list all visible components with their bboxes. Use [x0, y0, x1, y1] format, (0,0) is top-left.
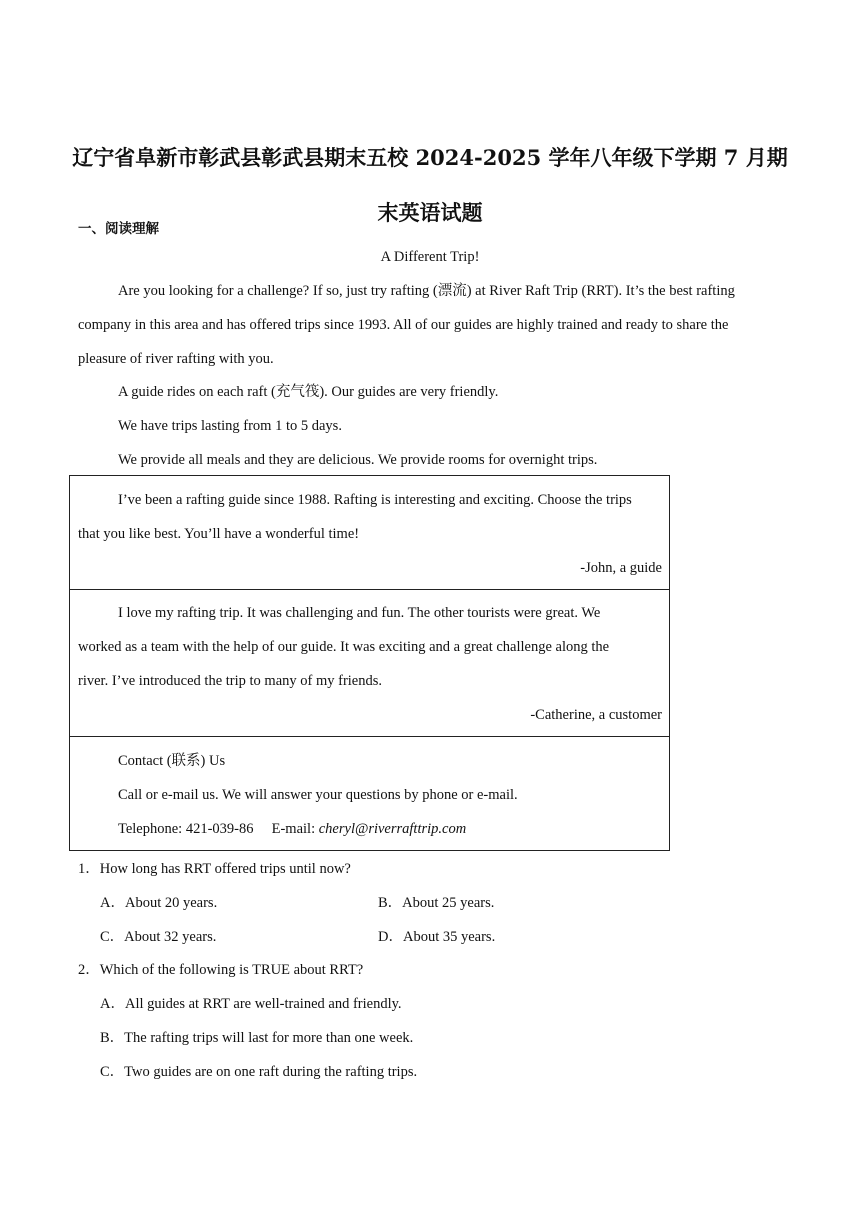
page-title — [70, 130, 790, 240]
passage-title: A Different Trip! — [380, 249, 480, 265]
email-address: cheryl@riverrafttrip.com — [318, 821, 467, 837]
intro-p1-line3: pleasure of river rafting with you. — [78, 351, 274, 367]
telephone: Telephone: 421-039-86 — [118, 821, 254, 837]
question-2-stem: 2．Which of the following is TRUE about RRT? — [78, 962, 364, 978]
box-divider-2 — [69, 736, 670, 737]
question-1-option-a: A．About 20 years. — [100, 895, 218, 911]
box-divider-1 — [69, 589, 670, 590]
title-line-1: 辽宁省阜新市彰武县彰武县期末五校 2024-2025 学年八年级下学期 7 月期 — [72, 145, 788, 170]
contact-text: Call or e-mail us. We will answer your questions by phone or e-mail. — [118, 787, 518, 803]
intro-p4: We provide all meals and they are delicious. We provide rooms for overnight trips. — [118, 452, 598, 468]
question-1-stem: 1．How long has RRT offered trips until now? — [78, 861, 351, 877]
question-1-option-c: C．About 32 years. — [100, 929, 217, 945]
question-2-option-c: C．Two guides are on one raft during the rafting trips. — [100, 1064, 418, 1080]
question-1-option-d: D．About 35 years. — [378, 929, 496, 945]
intro-p1-line2: company in this area and has offered trips since 1993. All of our guides are highly trained and ready to share the — [78, 317, 729, 333]
section-heading: 一、阅读理解 — [78, 221, 159, 237]
guide-signature: -John, a guide — [580, 560, 662, 576]
intro-p3: We have trips lasting from 1 to 5 days. — [118, 418, 342, 434]
contact-details — [118, 819, 466, 839]
question-1-option-b: B．About 25 years. — [378, 895, 495, 911]
guide-quote-line2: that you like best. You’ll have a wonderful time! — [78, 526, 360, 542]
guide-quote-line1: I’ve been a rafting guide since 1988. Rafting is interesting and exciting. Choose the trips — [118, 492, 632, 508]
title-line-2: 末英语试题 — [377, 200, 483, 225]
question-2-option-a: A．All guides at RRT are well-trained and friendly. — [100, 996, 402, 1012]
customer-quote-line2: worked as a team with the help of our guide. It was exciting and a great challenge along the — [78, 639, 610, 655]
customer-signature: -Catherine, a customer — [530, 707, 662, 723]
email-label: E-mail: — [271, 821, 316, 837]
intro-p2: A guide rides on each raft (充气筏). Our guides are very friendly. — [118, 384, 499, 400]
question-2-option-b: B．The rafting trips will last for more than one week. — [100, 1030, 414, 1046]
contact-title: Contact (联系) Us — [118, 753, 226, 769]
intro-p1-line1: Are you looking for a challenge? If so, just try rafting (漂流) at River Raft Trip (RRT). It’s the best rafting — [118, 283, 735, 299]
customer-quote-line1: I love my rafting trip. It was challenging and fun. The other tourists were great. We — [118, 605, 601, 621]
customer-quote-line3: river. I’ve introduced the trip to many of my friends. — [78, 673, 383, 689]
